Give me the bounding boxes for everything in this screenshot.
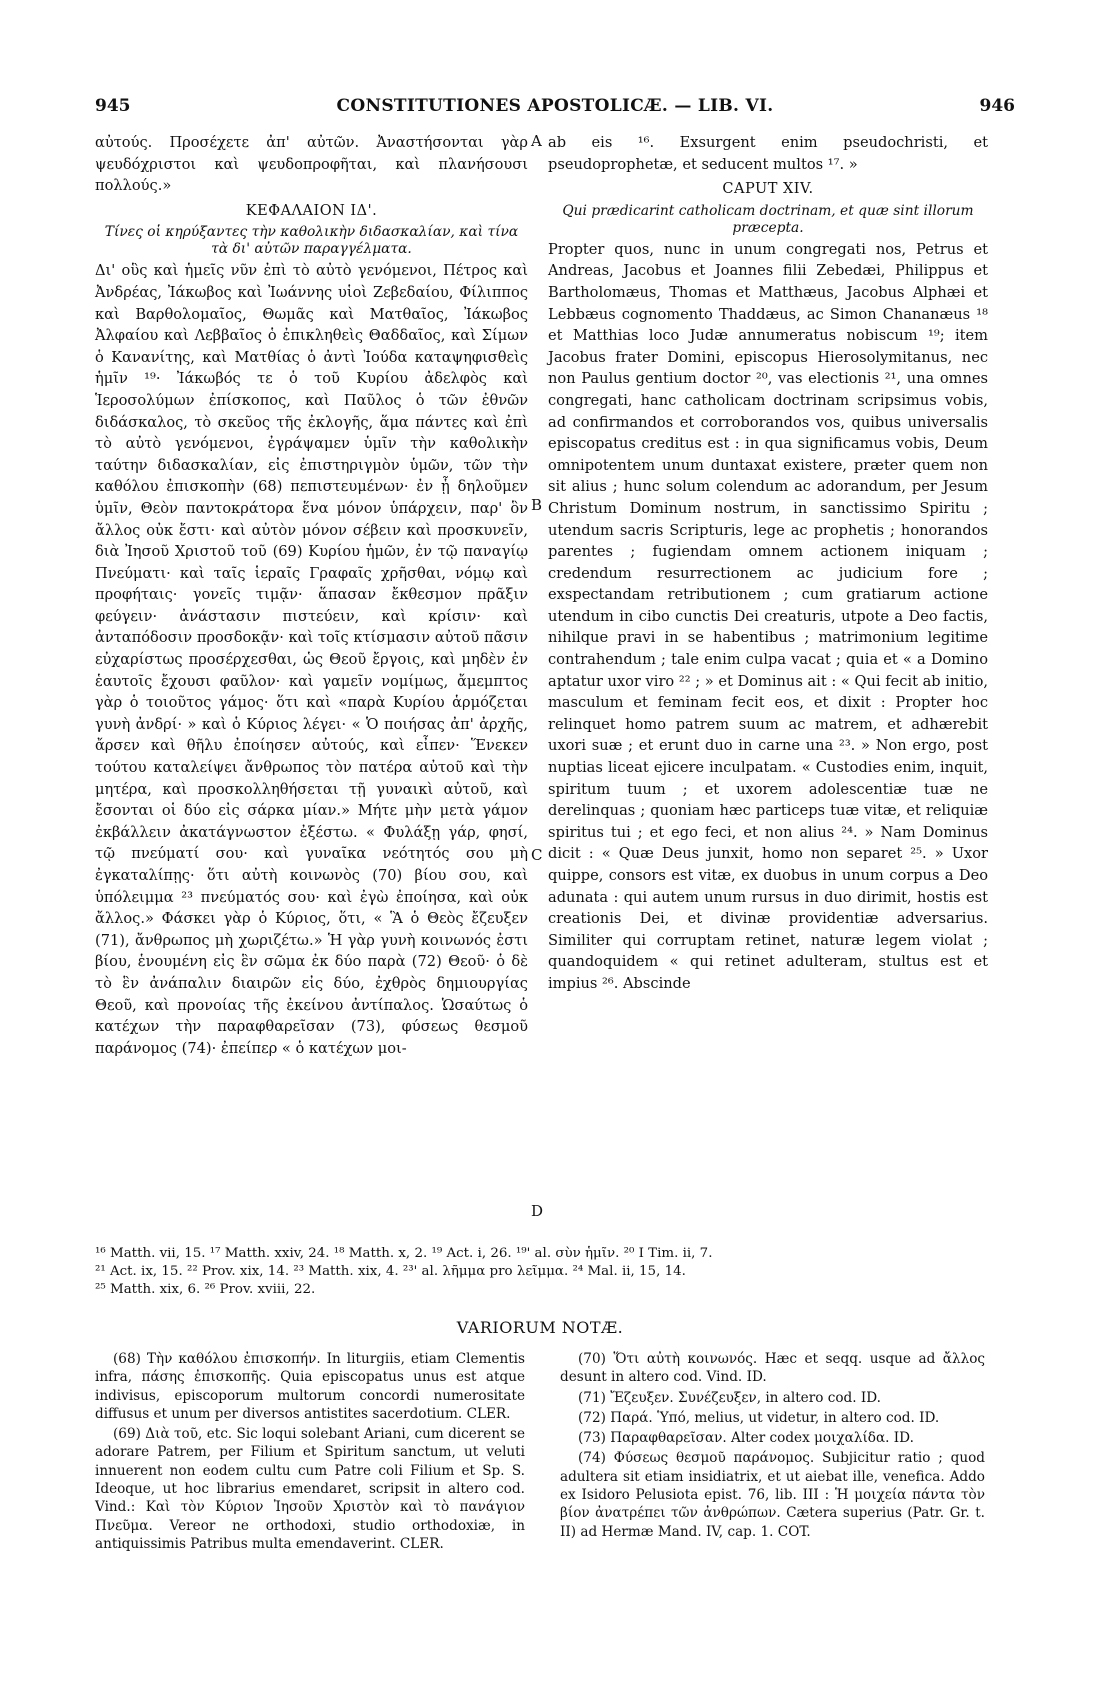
margin-letter-c: C	[531, 846, 543, 864]
footnotes	[95, 1245, 985, 1299]
margin-letter-b: B	[531, 496, 543, 514]
latin-chapter-subtitle: Qui prædicarint catholicam doctrinam, et quæ sint illorum præcepta.	[562, 202, 974, 236]
latin-opening: ab eis ¹⁶. Exsurgent enim pseudochristi, et pseudoprophetæ, et seducent multos ¹⁷. »	[548, 134, 988, 173]
note-entry: (68) Τὴν καθόλου ἐπισκοπήν. In liturgiis, etiam Clementis infra, πάσης ἐπισκοπῆς. Quia episcopatus unus est atque indivisus, episcoporum multorum concordi numerositate diffusus et unum per diversos antistites sacerdotium. CLER.	[95, 1351, 525, 1422]
notes-title: VARIORUM NOTÆ.	[456, 1318, 624, 1337]
left-page-number: 945	[95, 96, 131, 116]
footnote-line: ²¹ Act. ix, 15. ²² Prov. xix, 14. ²³ Matth. xix, 4. ²³' al. λῆμμα pro λεῖμμα. ²⁴ Mal. ii, 15, 14.	[95, 1264, 686, 1279]
note-entry: (70) Ὅτι αὐτὴ κοινωνός. Hæc et seqq. usque ad ἄλλος desunt in altero cod. Vind. ID.	[560, 1351, 985, 1386]
note-entry: (69) Διὰ τοῦ, etc. Sic loqui solebant Ariani, cum dicerent se adorare Patrem, per Filium et Spiritum sanctum, ut veluti innuerent non eodem cultu cum Patre coli Filium et Sp. S. Ideoque, ut hoc librarius emendaret, scripsit in altero cod. Vind.: Καὶ τὸν Κύριον Ἰησοῦν Χριστὸν καὶ τὸ πανάγιον Πνεῦμα. Vereor ne orthodoxi, studio orthodoxiæ, in antiquissimis Patribus multa emendaverint. CLER.	[95, 1426, 525, 1552]
latin-chapter-heading: CAPUT XIV.	[722, 181, 814, 198]
right-page-number: 946	[979, 96, 1015, 116]
greek-column	[95, 132, 528, 1059]
footnote-line: ¹⁶ Matth. vii, 15. ¹⁷ Matth. xxiv, 24. ¹⁸ Matth. x, 2. ¹⁹ Act. i, 26. ¹⁹' al. σὺν ἡμῖν. ²⁰ I Tim. ii, 7.	[95, 1246, 713, 1261]
note-entry: (72) Παρά. Ὑπό, melius, ut videtur, in altero cod. ID.	[578, 1409, 940, 1426]
notes-left-column	[95, 1350, 525, 1555]
footnote-line: ²⁵ Matth. xix, 6. ²⁶ Prov. xviii, 22.	[95, 1282, 316, 1297]
running-header	[95, 96, 1015, 120]
margin-letter-d: D	[531, 1202, 544, 1220]
notes-right-column	[560, 1350, 985, 1543]
greek-chapter-subtitle: Τίνες οἱ κηρύξαντες τὴν καθολικὴν διδασκαλίαν, καὶ τίνα τὰ δι' αὐτῶν παραγγέλματα.	[104, 224, 519, 258]
greek-opening: αὐτούς. Προσέχετε ἀπ' αὐτῶν. Ἀναστήσονται γὰρ ψευδόχριστοι καὶ ψευδοπροφῆται, καὶ πλανήσουσι πολλούς.»	[95, 134, 528, 195]
latin-body: Propter quos, nunc in unum congregati nos, Petrus et Andreas, Jacobus et Joannes filii Zebedæi, Philippus et Bartholomæus, Thomas et Matthæus, Jacobus Alphæi et Lebbæus cognomento Thaddæus, ac Simon Chananæus ¹⁸ et Matthias loco Judæ annumeratus nobiscum ¹⁹; item Jacobus frater Domini, episcopus Hierosolymitanus, nec non Paulus gentium doctor ²⁰, vas electionis ²¹, una omnes congregati, hanc catholicam doctrinam scripsimus vobis, ad confirmandos et corroborandos vos, quibus universalis episcopatus creditus est : in qua significamus vobis, Deum omnipotentem unum duntaxat existere, præter quem non sit alius ; hunc solum colendum ac adorandum, per Jesum Christum Dominum nostrum, in sanctissimo Spiritu ; utendum sacris Scripturis, lege ac prophetis ; honorandos parentes ; fugiendam omnem actionem iniquam ; credendum resurrectionem ac judicium fore ; exspectandam retributionem ; cum gratiarum actione utendum in cibo cunctis Dei creaturis, utpote a Deo factis, nihilque pravi in se habentibus ; matrimonium legitime contrahendum ; tale enim culpa vacat ; quia et « a Domino aptatur uxor viro ²² ; » et Dominus ait : « Qui fecit ab initio, masculum et feminam fecit eos, et dixit : Propter hoc relinquet homo patrem suum ac matrem, et adhærebit uxori suæ ; et erunt duo in carne una ²³. » Non ergo, post nuptias liceat ejicere inculpatam. « Custodies enim, inquit, spiritum tuum ; et uxorem adolescentiæ tuæ ne derelinquas ; quoniam hæc particeps tuæ vitæ, et reliquiæ spiritus tui ; et ego feci, et non alius ²⁴. » Nam Dominus dicit : « Quæ Deus junxit, homo non separet ²⁵. » Uxor quippe, consors est vitæ, ex duobus in unum corpus a Deo adunata : qui autem unum rursus in duo dirimit, hostis est creationis Dei, et divinæ providentiæ adversarius. Similiter qui corruptam retinet, naturæ legem violat ; quandoquidem « qui retinet adulteram, stultus est et impius ²⁶. Abscinde	[548, 240, 988, 992]
note-entry: (74) Φύσεως θεσμοῦ παράνομος. Subjicitur ratio ; quod adultera sit etiam insidiatrix, et ut aiebat ille, venefica. Addo ex Isidoro Pelusiota epist. 76, lib. III : Ἡ μοιχεία πάντα τὸν βίον ἀνατρέπει τῶν ἀνθρώπων. Cætera superius (Patr. Gr. t. II) ad Hermæ Mand. IV, cap. 1. COT.	[560, 1450, 985, 1540]
greek-chapter-heading: ΚΕΦΑΛΑΙΟΝ ΙΔ'.	[245, 202, 378, 219]
note-entry: (71) Ἔζευξεν. Συνέζευξεν, in altero cod. ID.	[578, 1389, 881, 1406]
greek-body: Δι' οὓς καὶ ἡμεῖς νῦν ἐπὶ τὸ αὐτὸ γενόμενοι, Πέτρος καὶ Ἀνδρέας, Ἰάκωβος καὶ Ἰωάννης υἱοὶ Ζεβεδαίου, Φίλιππος καὶ Βαρθολομαῖος, Θωμᾶς καὶ Ματθαῖος, Ἰάκωβος Ἀλφαίου καὶ Λεββαῖος ὁ ἐπικληθεὶς Θαδδαῖος, καὶ Σίμων ὁ Κανανίτης, καὶ Ματθίας ὁ ἀντὶ Ἰούδα καταψηφισθεὶς ἡμῖν ¹⁹· Ἰάκωβός τε ὁ τοῦ Κυρίου ἀδελφὸς καὶ Ἱεροσολύμων ἐπίσκοπος, καὶ Παῦλος ὁ τῶν ἐθνῶν διδάσκαλος, τὸ σκεῦος τῆς ἐκλογῆς, ἅμα πάντες καὶ ἐπὶ τὸ αὐτὸ γενόμενοι, ἐγράψαμεν ὑμῖν τὴν καθολικὴν ταύτην διδασκαλίαν, εἰς ἐπιστηριγμὸν ὑμῶν, τῶν τὴν καθόλου ἐπισκοπὴν (68) πεπιστευμένων· ἐν ᾗ δηλοῦμεν ὑμῖν, Θεὸν παντοκράτορα ἕνα μόνον ὑπάρχειν, παρ' ὃν ἄλλος οὐκ ἔστι· καὶ αὐτὸν μόνον σέβειν καὶ προσκυνεῖν, διὰ Ἰησοῦ Χριστοῦ τοῦ (69) Κυρίου ἡμῶν, ἐν τῷ παναγίῳ Πνεύματι· καὶ ταῖς ἱεραῖς Γραφαῖς χρῆσθαι, νόμῳ καὶ προφήταις· γονεῖς τιμᾷν· ἅπασαν ἔκθεσμον πρᾶξιν φεύγειν· ἀνάστασιν πιστεύειν, καὶ κρίσιν· καὶ ἀνταπόδοσιν προσδοκᾷν· καὶ τοῖς κτίσμασιν αὐτοῦ πᾶσιν εὐχαρίστως προσέρχεσθαι, ὡς Θεοῦ ἔργοις, καὶ μηδὲν ἐν ἑαυτοῖς ἔχουσι φαῦλον· καὶ γαμεῖν νομίμως, ἄμεμπτος γὰρ ὁ τοιοῦτος γάμος· ὅτι καὶ «παρὰ Κυρίου ἁρμόζεται γυνὴ ἀνδρί· » καὶ ὁ Κύριος λέγει· « Ὁ ποιήσας ἀπ' ἀρχῆς, ἄρσεν καὶ θῆλυ ἐποίησεν αὐτούς, καὶ εἶπεν· Ἕνεκεν τούτου καταλείψει ἄνθρωπος τὸν πατέρα αὐτοῦ καὶ τὴν μητέρα, καὶ προσκολληθήσεται τῇ γυναικὶ αὐτοῦ, καὶ ἔσονται οἱ δύο εἰς σάρκα μίαν.» Μήτε μὴν μετὰ γάμον ἐκβάλλειν ἀκατάγνωστον ἐξέστω. « Φυλάξῃ γάρ, φησί, τῷ πνεύματί σου· καὶ γυναῖκα νεότητός σου μὴ ἐγκαταλίπῃς· ὅτι αὐτὴ κοινωνὸς (70) βίου σου, καὶ ὑπόλειμμα ²³ πνεύματός σου· καὶ ἐγὼ ἐποίησα, καὶ οὐκ ἄλλος.» Φάσκει γὰρ ὁ Κύριος, ὅτι, « Ἃ ὁ Θεὸς ἔζευξεν (71), ἄνθρωπος μὴ χωριζέτω.» Ἡ γὰρ γυνὴ κοινωνός ἐστι βίου, ἑνουμένη εἰς ἓν σῶμα ἐκ δύο παρὰ (72) Θεοῦ· ὁ δὲ τὸ ἓν ἀνάπαλιν διαιρῶν εἰς δύο, ἐχθρὸς δημιουργίας Θεοῦ, καὶ προνοίας τῆς ἐκείνου ἀντίπαλος. Ὡσαύτως ὁ κατέχων τὴν παραφθαρεῖσαν (73), φύσεως θεσμοῦ παράνομος (74)· ἐπείπερ « ὁ κατέχων μοι-	[95, 262, 528, 1057]
margin-letter-a: A	[531, 132, 542, 150]
latin-column	[548, 132, 988, 995]
running-title: CONSTITUTIONES APOSTOLICÆ. — LIB. VI.	[336, 96, 774, 116]
note-entry: (73) Παραφθαρεῖσαν. Alter codex μοιχαλίδα. ID.	[578, 1430, 914, 1447]
